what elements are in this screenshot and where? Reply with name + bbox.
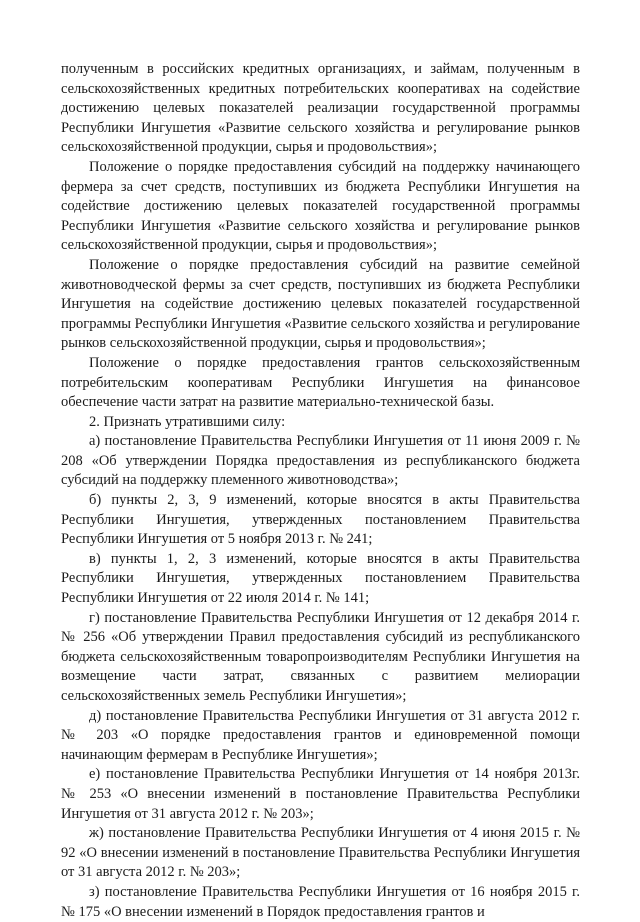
paragraph-repeal-heading: 2. Признать утратившими силу:	[89, 413, 286, 430]
list-item-e: е) постановление Правительства Республики Ингушетия от 14 ноября 2013г. № 253 «О внесении изменений в постановление Правительства Республики Ингушетия от 31 августа 2012 г. № 203»;	[61, 766, 580, 822]
paragraph-family-farm-subsidy: Положение о порядке предоставления субсидий на развитие семейной животноводческой фермы за счет средств, поступивших из бюджета Республики Ингушетия на содействие достижению целевых показателей государственной программы Республики Ингушетия «Развитие сельского хозяйства и регулирование рынков сельскохозяйственной продукции, сырья и продовольствия»;	[61, 256, 580, 352]
list-item-z: з) постановление Правительства Республики Ингушетия от 16 ноября 2015 г. № 175 «О внесении изменений в Порядок предоставления грантов и	[61, 883, 580, 920]
list-item-a: а) постановление Правительства Республики Ингушетия от 11 июня 2009 г. № 208 «Об утверждении Порядка предоставления из республиканского бюджета субсидий на поддержку племенного животноводства»;	[61, 433, 580, 489]
list-item-g: г) постановление Правительства Республики Ингушетия от 12 декабря 2014 г. № 256 «Об утверждении Правил предоставления субсидий из республиканского бюджета сельскохозяйственным товаропроизводителям Республики Ингушетия на возмещение части затрат, связанных с развитием мелиорации сельскохозяйственных земель Республики Ингушетия»;	[61, 609, 580, 704]
list-item-d: д) постановление Правительства Республики Ингушетия от 31 августа 2012 г. № 203 «О порядке предоставления грантов и единовременной помощи начинающим фермерам в Республике Ингушетия»;	[61, 707, 580, 763]
list-item-b: б) пункты 2, 3, 9 изменений, которые вносятся в акты Правительства Республики Ингушетия, утвержденных постановлением Правительства Республики Ингушетия от 5 ноября 2013 г. № 241;	[61, 492, 580, 548]
paragraph-cooperative-grants: Положение о порядке предоставления грантов сельскохозяйственным потребительским кооперативам Республики Ингушетия на финансовое обеспечение части затрат на развитие материально-технической базы.	[61, 354, 580, 411]
paragraph-beginning-farmer-subsidy: Положение о порядке предоставления субсидий на поддержку начинающего фермера за счет средств, поступивших из бюджета Республики Ингушетия на содействие достижению целевых показателей государственной программы Республики Ингушетия «Развитие сельского хозяйства и регулирование рынков сельскохозяйственной продукции, сырья и продовольствия»;	[61, 158, 580, 254]
paragraph-continuation: полученным в российских кредитных организациях, и займам, полученным в сельскохозяйственных кредитных потребительских кооперативах на содействие достижению целевых показателей реализации государственной программы Республики Ингушетия «Развитие сельского хозяйства и регулирование рынков сельскохозяйственной продукции, сырья и продовольствия»;	[61, 61, 580, 156]
document-body	[61, 60, 580, 922]
list-item-zh: ж) постановление Правительства Республики Ингушетия от 4 июня 2015 г. № 92 «О внесении изменений в постановление Правительства Республики Ингушетия от 31 августа 2012 г. № 203»;	[61, 825, 580, 881]
list-item-v: в) пункты 1, 2, 3 изменений, которые вносятся в акты Правительства Республики Ингушетия, утвержденных постановлением Правительства Республики Ингушетия от 22 июля 2014 г. № 141;	[61, 550, 580, 607]
